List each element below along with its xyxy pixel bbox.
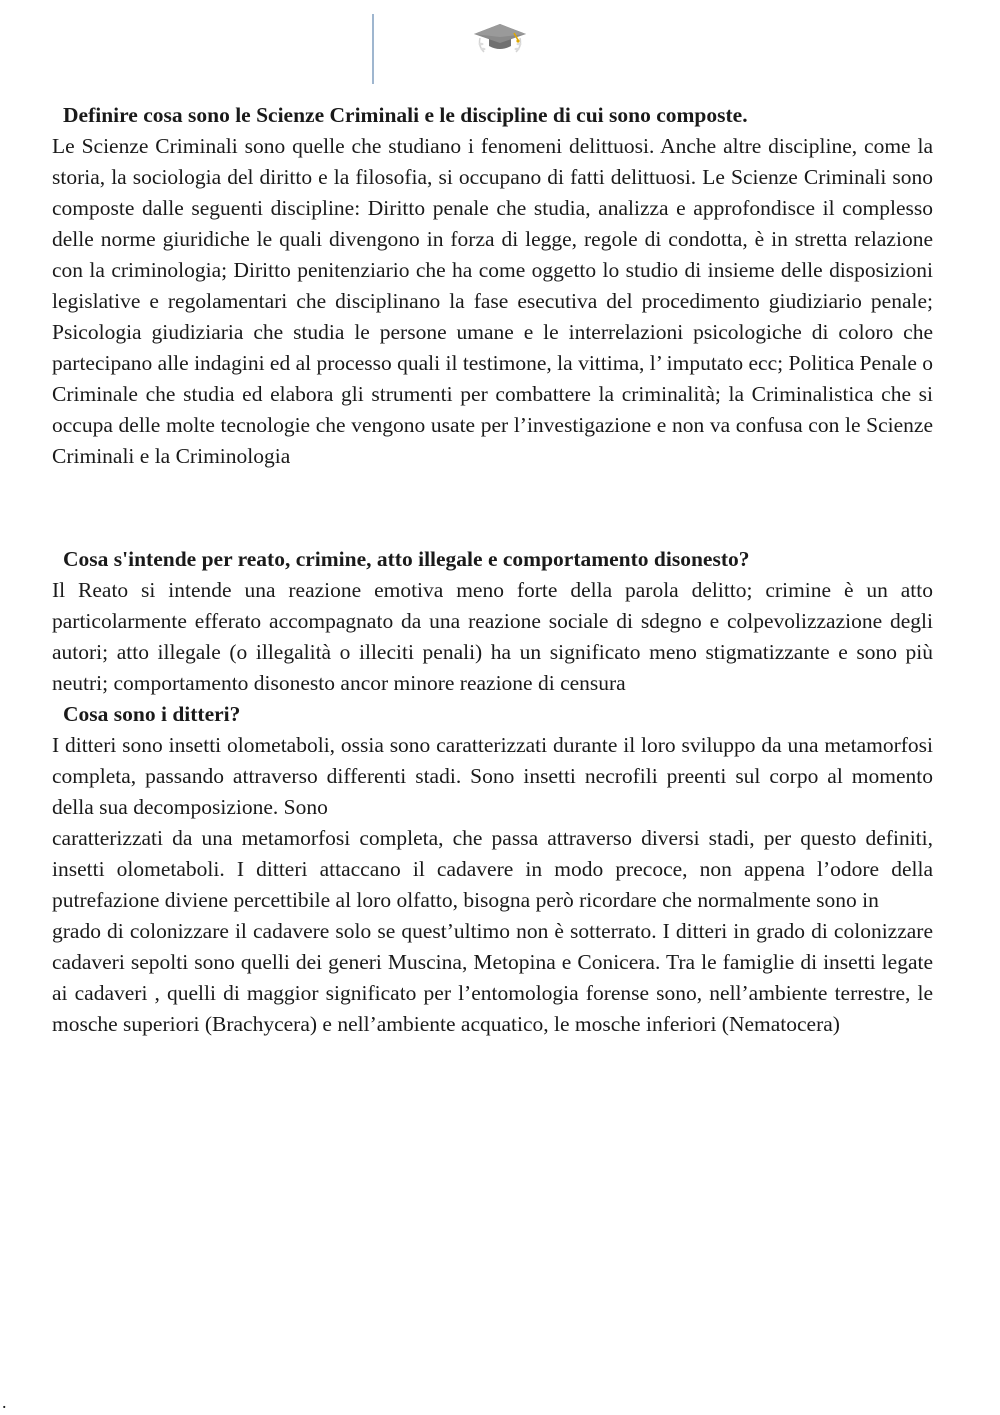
- section-paragraph: caratterizzati da una metamorfosi completa, che passa attraverso diversi stadi, per questo definiti, insetti olometaboli. I ditteri attaccano il cadavere in modo precoce, non appena l’odore della putrefazione diviene percettibile al loro olfatto, bisogna però ricordare che normalmente sono in: [52, 826, 933, 912]
- section-paragraph: Il Reato si intende una reazione emotiva meno forte della parola delitto; crimine è un atto particolarmente efferato accompagnato da una reazione sociale di sdegno e colpevolizzazione degli autori; atto illegale (o illegalità o illeciti penali) ha un significato meno stigmatizzante e sono più neutri; comportamento disonesto ancor minore reazione di censura: [52, 578, 933, 695]
- section-paragraph: I ditteri sono insetti olometaboli, ossia sono caratterizzati durante il loro sviluppo da una metamorfosi completa, passando attraverso differenti stadi. Sono insetti necrofili preenti sul corpo al momento della sua decomposizione. Sono: [52, 733, 933, 819]
- document-body: [52, 100, 933, 1040]
- section-reato-crimine: [52, 544, 933, 699]
- section-paragraph: grado di colonizzare il cadavere solo se quest’ultimo non è sotterrato. I ditteri in grado di colonizzare cadaveri sepolti sono quelli dei generi Muscina, Metopina e Conicera. Tra le famiglie di insetti legate ai cadaveri , quelli di maggior significato per l’entomologia forense sono, nell’ambiente terrestre, le mosche superiori (Brachycera) e nell’ambiente acquatico, le mosche inferiori (Nematocera): [52, 919, 933, 1036]
- vertical-guide-line: [372, 14, 374, 84]
- section-title: Definire cosa sono le Scienze Criminali e le discipline di cui sono composte.: [63, 103, 748, 127]
- graduation-cap-icon: [470, 18, 530, 64]
- section-paragraph: Le Scienze Criminali sono quelle che studiano i fenomeni delittuosi. Anche altre discipline, come la storia, la sociologia del diritto e la filosofia, si occupano di fatti delittuosi. Le Scienze Criminali sono composte dalle seguenti discipline: Diritto penale che studia, analizza e approfondisce il complesso delle norme giuridiche le quali divengono in forza di legge, regole di condotta, è in stretta relazione con la criminologia; Diritto penitenziario che ha come oggetto lo studio di insieme delle disposizioni legislative e regolamentari che disciplinano la fase esecutiva del procedimento giudiziario penale; Psicologia giudiziaria che studia le persone umane e le interrelazioni psicologiche di coloro che partecipano alle indagini ed al processo quali il testimone, la vittima, l’ imputato ecc; Politica Penale o Criminale che studia ed elabora gli strumenti per combattere la criminalità; la Criminalistica che si occupa delle molte tecnologie che vengono usate per l’investigazione e non va confusa con le Scienze Criminali e la Criminologia: [52, 134, 933, 468]
- section-scienze-criminali: [52, 100, 933, 472]
- section-title: Cosa s'intende per reato, crimine, atto illegale e comportamento disonesto?: [63, 547, 750, 571]
- section-title: Cosa sono i ditteri?: [63, 702, 241, 726]
- section-ditteri: [52, 699, 933, 1040]
- footer-mark: .: [2, 1392, 7, 1412]
